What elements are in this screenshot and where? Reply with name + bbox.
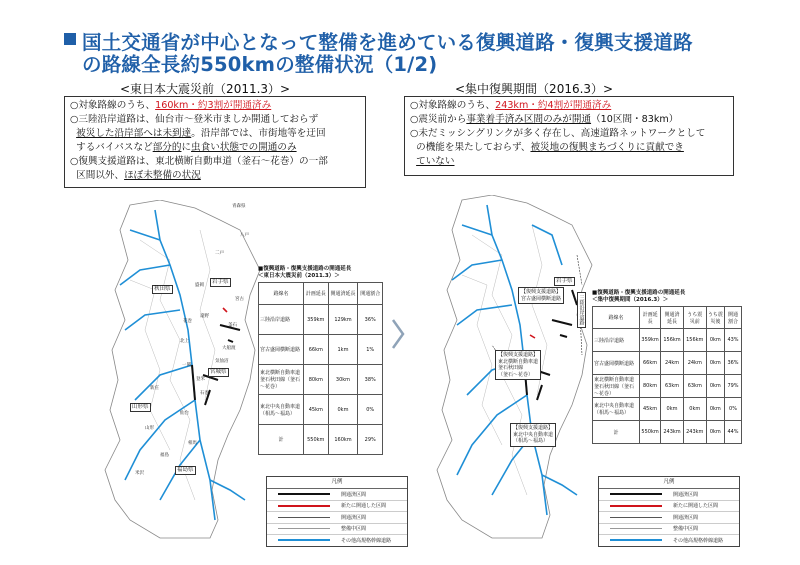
legend-swatch-new	[610, 505, 662, 507]
table-row: 三陸沿岸道路 359km 156km 156km 0km 43%	[593, 329, 742, 352]
left-map-landmass	[105, 200, 260, 538]
transition-arrow-icon	[390, 318, 406, 350]
table-row: 東北横断自動車道釜石秋田線（釜石～花巻） 80km 30km 38%	[259, 365, 383, 395]
place-label: 花巻	[183, 319, 192, 324]
left-summary-box: ○対象路線のうち、160km・約3割が開通済み ○三陸沿岸道路は、仙台市～登米市ましか開通しておらず 被災した沿岸部へは未到達。沿岸部では、市街地等を迂回 するバイパスなど部分的に虫食い状態での開通のみ ○復興支援道路は、東北横断自動車道（釜石～花巻）の一部 区間以外、ほぼ未整備の状況	[64, 96, 366, 188]
table-row: 宮古盛岡横断道路 66km 24km 24km 0km 36%	[593, 352, 742, 375]
right-heading: <集中復興期間（2016.3）>	[455, 82, 614, 96]
left-pref-iwate: 岩手県	[212, 279, 229, 285]
table-row: 東北横断自動車道釜石秋田線（釜石～花巻） 80km 63km 63km 0km 79%	[593, 375, 742, 398]
place-label: 登米	[196, 377, 205, 382]
left-stats-table: 路線名 計画延長 開通済延長 開通割合 三陸沿岸道路 359km 129km 36% 宮古盛岡横断道路 66km 1km 1% 東北横断自動車道釜石秋田線（釜石～花巻） 80km 30km 38% 東北中央自動車道（相馬～福島） 45km 0km 0% 計 550km 160km 29%	[258, 282, 383, 455]
right-open-ratio: 243km・約4割が開通済み	[495, 100, 612, 111]
place-label: 石巻	[200, 391, 209, 396]
legend-item: 整備中区間	[599, 524, 739, 536]
place-label: 八戸	[240, 233, 249, 238]
place-label: 二戸	[215, 251, 224, 256]
legend-item: 開通済区間	[599, 512, 739, 524]
legend-item: 新たに開通した区間	[267, 501, 407, 513]
left-pref-miyagi: 宮城県	[210, 369, 227, 375]
legend-swatch-open	[610, 493, 662, 495]
place-label: 釜石	[228, 323, 237, 328]
right-table-title: ■復興道路・復興支援道路の開通延長	[592, 290, 686, 296]
right-stats-table-block	[592, 290, 742, 444]
legend-title: 凡例	[599, 477, 739, 489]
place-label: 北上	[180, 339, 189, 344]
right-legend	[598, 476, 740, 547]
legend-item: 整備中区間	[267, 524, 407, 536]
legend-item: 開通済区間	[267, 489, 407, 501]
left-table-title: ■復興道路・復興支援道路の開通延長	[258, 266, 352, 272]
annotation-sanriku-coastal: 三陸沿岸道路	[577, 292, 586, 328]
place-label: 一関	[182, 363, 191, 368]
legend-swatch-new	[278, 505, 330, 507]
place-label: 宮古	[235, 297, 244, 302]
legend-swatch-other-highway	[278, 539, 330, 541]
legend-item: その他高規格幹線道路	[267, 535, 407, 546]
legend-item: 新たに開通した区間	[599, 501, 739, 513]
annotation-kamaishi-akita: 【復興支援道路】 東北横断自動車道 釜石秋田線 （釜石～花巻）	[495, 350, 541, 380]
table-row: 宮古盛岡横断道路 66km 1km 1%	[259, 335, 383, 365]
legend-swatch-under-construction	[610, 528, 662, 529]
table-row: 計 550km 160km 29%	[259, 425, 383, 455]
right-table-subtitle: ＜集中復興期間（2016.3）＞	[592, 297, 669, 303]
right-pref-iwate: 岩手県	[556, 278, 573, 284]
right-summary-box: ○対象路線のうち、243km・約4割が開通済み ○震災前から事業着手済み区間のみが開通（10区間・83km） ○未だミッシングリンクが多く存在し、高速道路ネットワークとして の機能を果たしておらず、被災地の復興まちづくりに貢献でき ていない	[404, 96, 734, 176]
table-row: 東北中央自動車道（相馬～福島） 45km 0km 0%	[259, 395, 383, 425]
table-row: 東北中央自動車道（相馬～福島） 45km 0km 0km 0km 0%	[593, 398, 742, 421]
left-heading: <東日本大震災前（2011.3）>	[120, 82, 291, 96]
place-label: 山形	[145, 426, 154, 431]
title-bullet	[64, 33, 76, 45]
left-pref-yamagata: 山形県	[132, 404, 149, 410]
place-label: 気仙沼	[215, 359, 229, 364]
legend-swatch-open-thin	[278, 517, 330, 518]
place-label: 米沢	[135, 471, 144, 476]
left-legend	[266, 476, 408, 547]
legend-title: 凡例	[267, 477, 407, 489]
left-table-subtitle: ＜東日本大震災前（2011.3）＞	[258, 273, 340, 279]
place-label: 新庄	[150, 386, 159, 391]
place-label: 青森県	[232, 204, 246, 209]
annotation-miyako-morioka: 【復興支援道路】 宮古盛岡横断道路	[518, 287, 564, 304]
table-row: 計 550km 243km 243km 0km 44%	[593, 421, 742, 444]
legend-item: 開通済区間	[267, 512, 407, 524]
page-title-line1: 国土交通省が中心となって整備を進めている復興道路・復興支援道路	[82, 31, 693, 54]
legend-swatch-other-highway	[610, 539, 662, 541]
right-stats-table: 路線名 計画延長 開通済延長 うち震災前 うち震災後 開通割合 三陸沿岸道路 359km 156km 156km 0km 43% 宮古盛岡横断道路 66km 24km 24km 0km 36% 東北横断自動車道釜石秋田線（釜石～花巻） 80km 63km 63km 0km 79% 東北中央自動車道（相馬～福島） 45km 0km 0km 0km 0% 計 550km 243km 243km 0km 44%	[592, 306, 742, 444]
page-title-line2: の路線全長約550kmの整備状況（1/2)	[82, 53, 438, 76]
left-pref-akita: 秋田県	[154, 286, 171, 292]
place-label: 仙台	[180, 411, 189, 416]
legend-item: その他高規格幹線道路	[599, 535, 739, 546]
place-label: 盛岡	[195, 283, 204, 288]
left-stats-table-block	[258, 266, 383, 455]
annotation-tohoku-chuo: 【復興支援道路】 東北中央自動車道 （相馬～福島）	[510, 423, 556, 447]
place-label: 相馬	[188, 441, 197, 446]
place-label: 遠野	[200, 314, 209, 319]
left-pref-fukushima: 福島県	[177, 467, 194, 473]
place-label: 大船渡	[222, 346, 236, 351]
legend-swatch-open-thin	[610, 517, 662, 518]
place-label: 福島	[160, 453, 169, 458]
legend-swatch-under-construction	[278, 528, 330, 529]
legend-swatch-open	[278, 493, 330, 495]
left-open-ratio: 160km・約3割が開通済み	[155, 100, 272, 111]
table-row: 三陸沿岸道路 359km 129km 36%	[259, 305, 383, 335]
legend-item: 開通済区間	[599, 489, 739, 501]
